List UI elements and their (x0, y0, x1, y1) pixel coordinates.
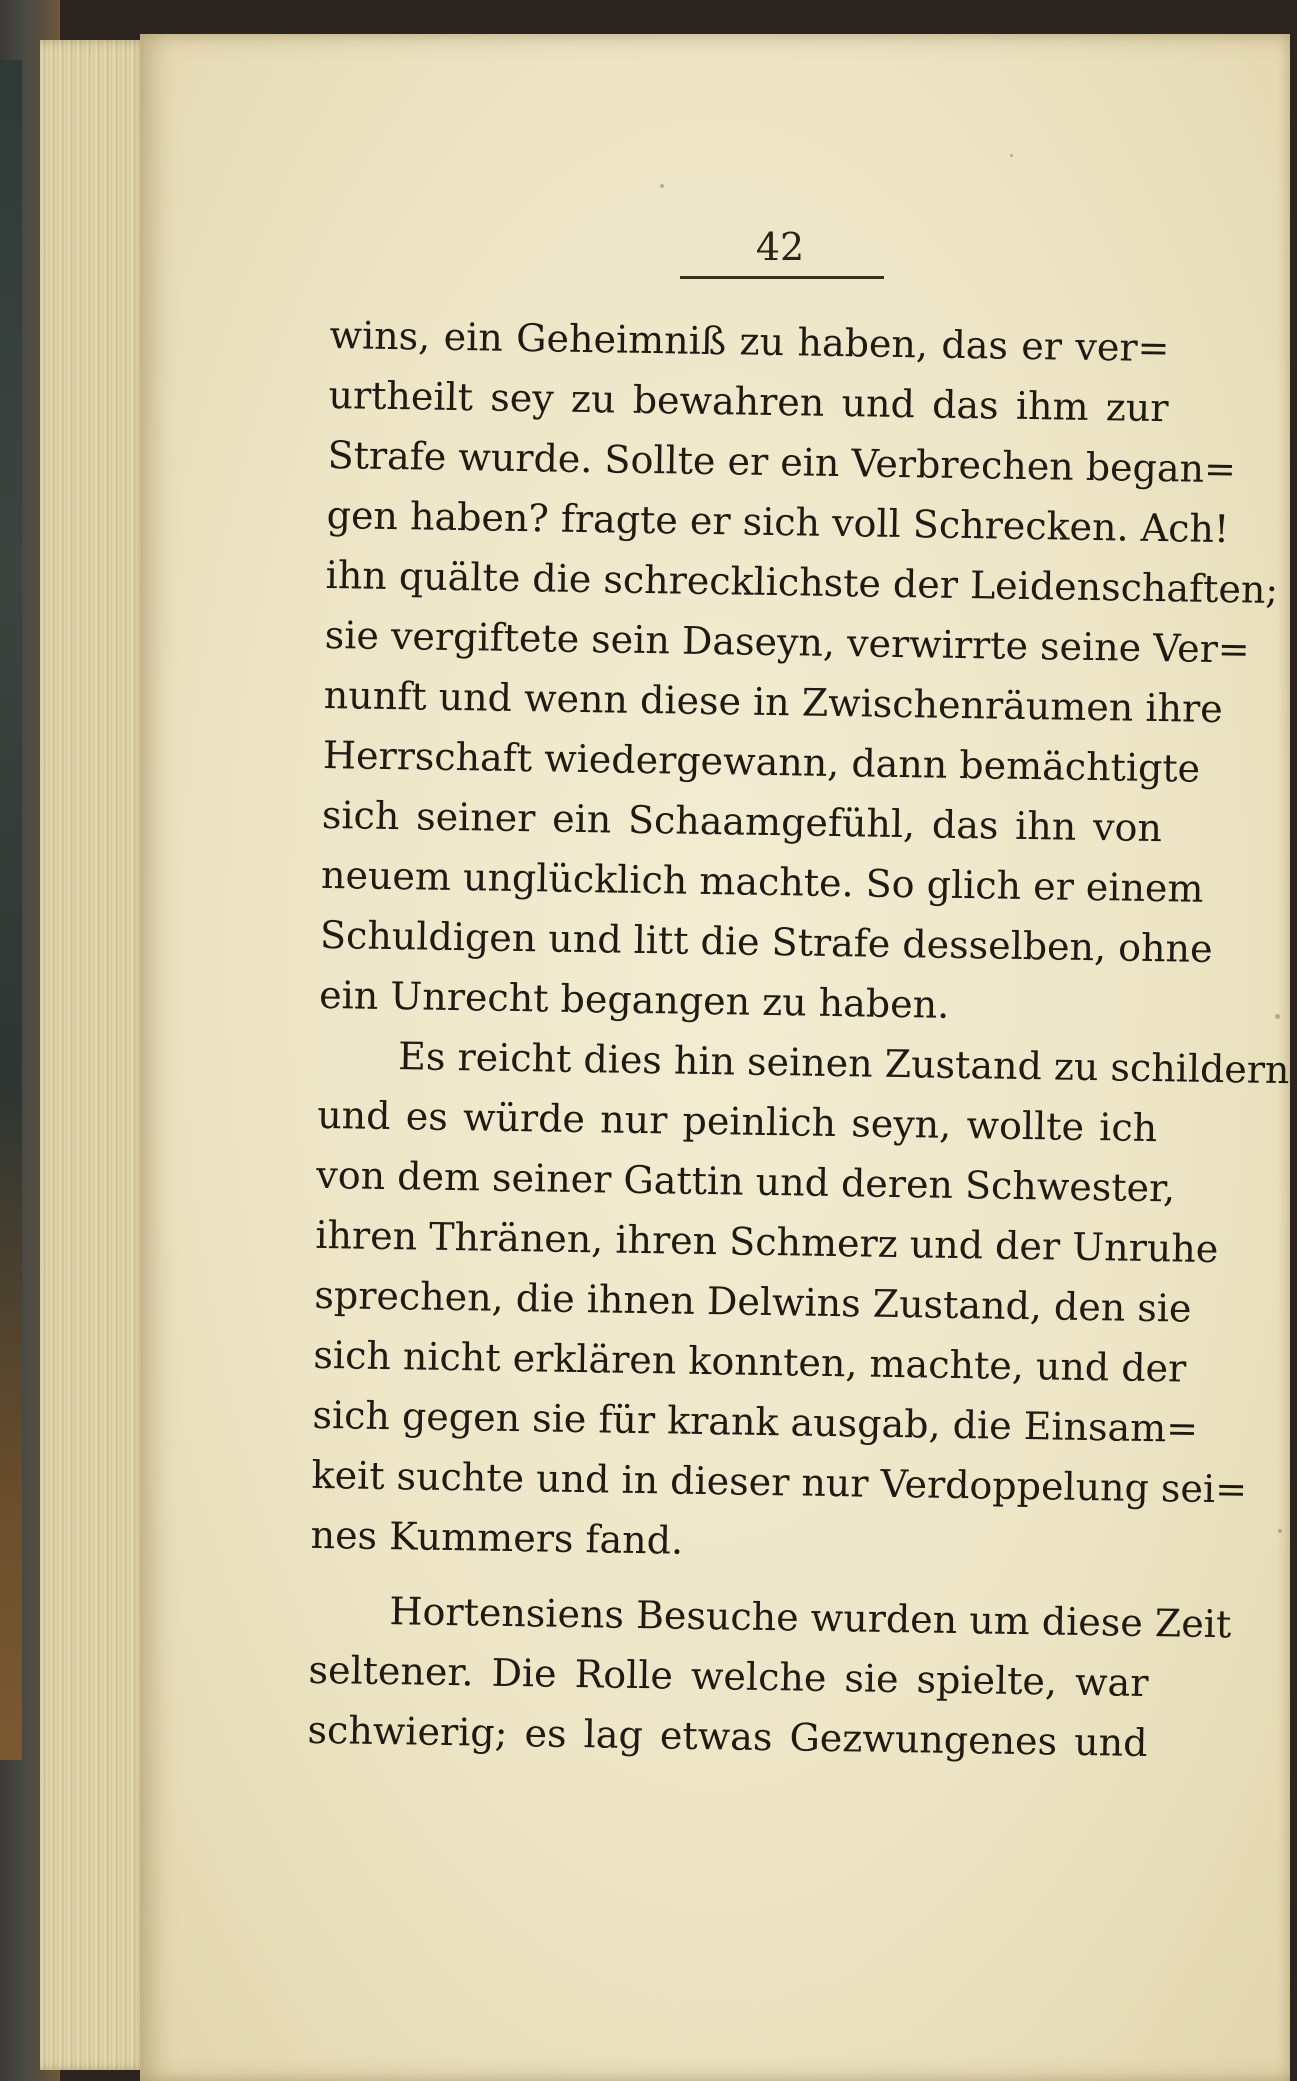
text-line: neuem unglücklich machte. So glich er einem (320, 852, 1204, 911)
text-line: von dem seiner Gattin und deren Schwester, (315, 1152, 1176, 1211)
paper-speck (660, 184, 664, 188)
text-line: und es würde nur peinlich seyn, wollte ich (316, 1092, 1158, 1151)
page-edges (40, 40, 150, 2070)
text-line: keit suchte und in dieser nur Verdoppelung sei= (311, 1452, 1248, 1512)
paper-speck (1010, 154, 1013, 157)
header-rule (680, 276, 884, 279)
paper-speck (1278, 1529, 1282, 1533)
text-line: Schuldigen und litt die Strafe desselben, ohne (319, 912, 1213, 971)
text-line: Strafe wurde. Sollte er ein Verbrechen began= (327, 432, 1237, 492)
text-line: ein Unrecht begangen zu haben. (318, 972, 950, 1027)
text-line: sich gegen sie für krank ausgab, die Einsam= (312, 1392, 1199, 1451)
text-line: nes Kummers fand. (310, 1512, 684, 1563)
text-line: sich nicht erklären konnten, machte, und der (313, 1332, 1187, 1391)
text-line: seltener. Die Rolle welche sie spielte, war (308, 1647, 1149, 1706)
text-line: schwierig; es lag etwas Gezwungenes und (307, 1707, 1148, 1766)
text-line: wins, ein Geheimniß zu haben, das er ver= (329, 312, 1170, 371)
body-text (307, 305, 1290, 1788)
book-cover-leather (0, 60, 22, 1760)
text-line: sprechen, die ihnen Delwins Zustand, den sie (314, 1272, 1192, 1331)
text-line: nunft und wenn diese in Zwischenräumen ihre (323, 672, 1224, 732)
text-line: ihn quälte die schrecklichste der Leidenschaften; (325, 552, 1279, 612)
text-line: gen haben? fragte er sich voll Schrecken. Ach! (326, 492, 1230, 552)
text-line: Herrschaft wiedergewann, dann bemächtigte (322, 732, 1201, 791)
text-line: urtheilt sey zu bewahren und das ihm zur (328, 372, 1169, 431)
text-line: sich seiner ein Schaamgefühl, das ihn von (321, 792, 1163, 851)
text-line: Hortensiens Besuche wurden um diese Zeit (389, 1589, 1232, 1647)
text-line: sie vergiftete sein Daseyn, verwirrte seine Ver= (324, 612, 1251, 672)
page-number: 42 (755, 225, 805, 269)
text-line: ihren Thränen, ihren Schmerz und der Unruhe (315, 1212, 1219, 1272)
paper-speck (1275, 1014, 1280, 1019)
text-line: Es reicht dies hin seinen Zustand zu schildern (397, 1034, 1290, 1093)
